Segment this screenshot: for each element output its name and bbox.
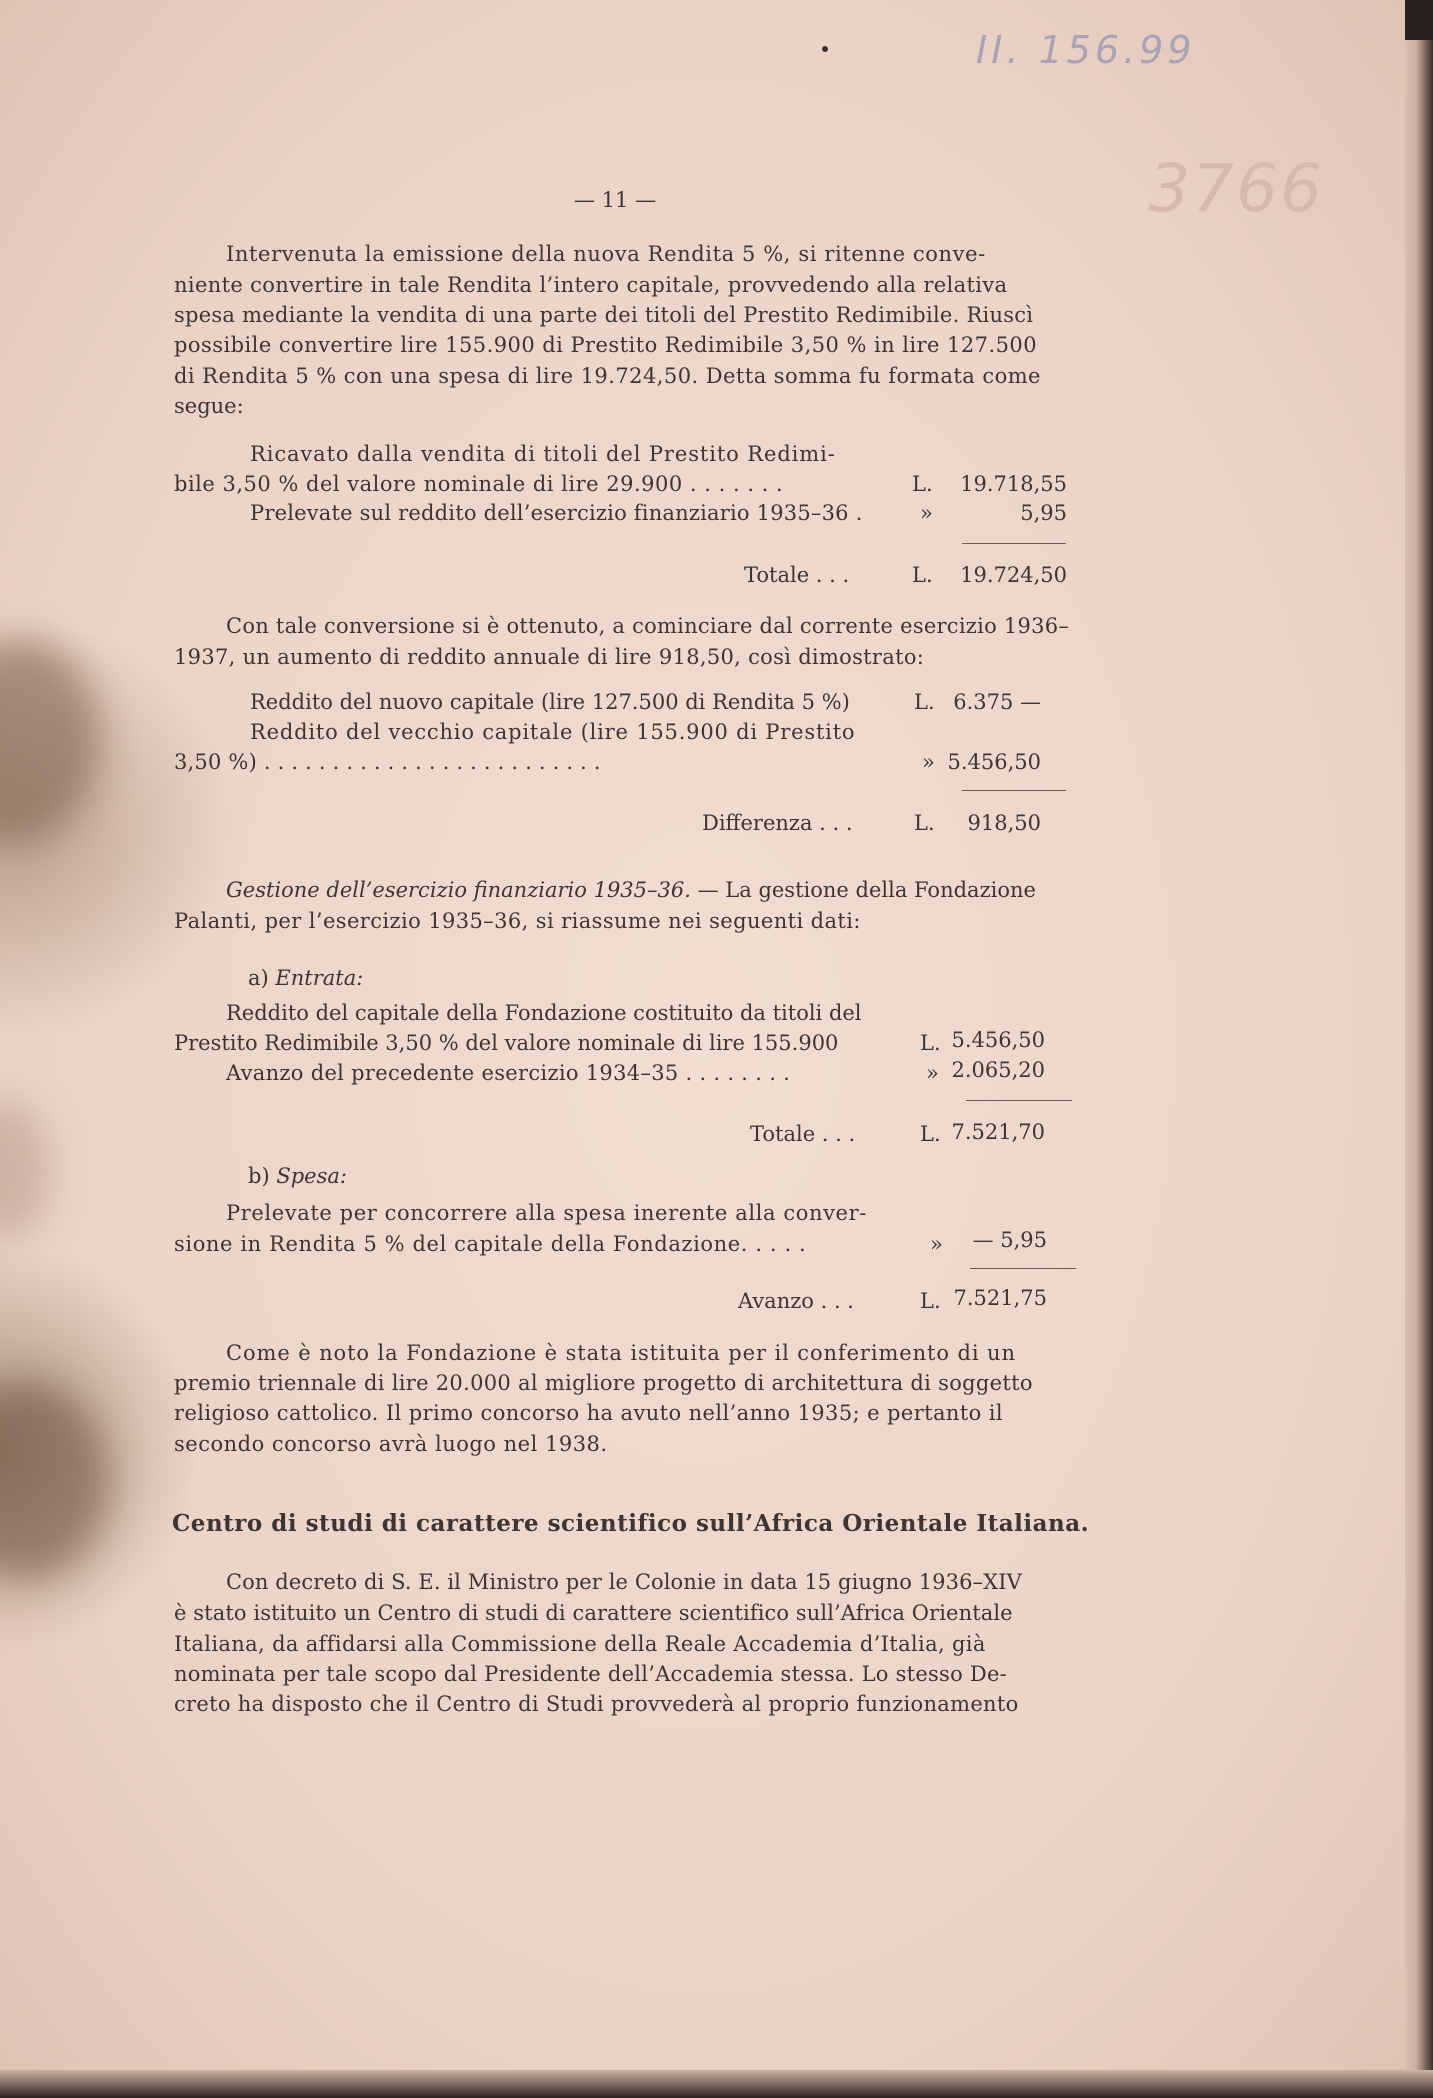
currency-label: L. xyxy=(914,811,935,835)
paragraph-line: possibile convertire lire 155.900 di Prestito Redimibile 3,50 % in lire 127.500 xyxy=(174,333,1038,357)
sum-rule xyxy=(962,543,1066,544)
subsection-title: Spesa: xyxy=(276,1164,347,1188)
paragraph-line: Con tale conversione si è ottenuto, a cominciare dal corrente esercizio 1936– xyxy=(226,614,1070,638)
amount-value: 6.375 — xyxy=(953,690,1041,714)
paragraph-line: secondo concorso avrà luogo nel 1938. xyxy=(174,1432,608,1456)
paragraph-line: nominata per tale scopo dal Presidente dell’Accademia stessa. Lo stesso De- xyxy=(174,1662,1008,1686)
paragraph-line: spesa mediante la vendita di una parte dei titoli del Prestito Redimibile. Riuscì xyxy=(174,303,1034,327)
paragraph-line: creto ha disposto che il Centro di Studi provvederà al proprio funzionamento xyxy=(174,1692,1019,1716)
total-value: 7.521,75 xyxy=(953,1286,1047,1310)
amount-value: 5.456,50 xyxy=(951,1028,1045,1052)
sum-rule xyxy=(962,790,1066,791)
currency-label: L. xyxy=(912,563,933,587)
subsection-heading xyxy=(248,968,363,989)
table-row-label: Reddito del capitale della Fondazione costituito da titoli del xyxy=(226,1001,862,1025)
amount-value: 2.065,20 xyxy=(951,1058,1045,1082)
paragraph-line: religioso cattolico. Il primo concorso ha avuto nell’anno 1935; e pertanto il xyxy=(174,1401,1004,1425)
paragraph-line xyxy=(226,880,1036,901)
table-row-label: Prestito Redimibile 3,50 % del valore nominale di lire 155.900 xyxy=(174,1031,839,1055)
paragraph-line: Palanti, per l’esercizio 1935–36, si riassume nei seguenti dati: xyxy=(174,909,861,933)
currency-label: » xyxy=(920,501,933,525)
total-value: 918,50 xyxy=(967,811,1041,835)
table-row-label: Prelevate per concorrere alla spesa inerente alla conver- xyxy=(226,1201,867,1225)
total-value: 19.724,50 xyxy=(960,563,1067,587)
paragraph-line: Intervenuta la emissione della nuova Rendita 5 %, si ritenne conve- xyxy=(226,242,986,266)
water-stain xyxy=(0,640,100,840)
section-text: — La gestione della Fondazione xyxy=(697,878,1036,902)
currency-label: L. xyxy=(920,1122,941,1146)
ink-dot xyxy=(822,46,828,52)
amount-value: 5,95 xyxy=(1020,501,1067,525)
subsection-prefix: b) xyxy=(248,1164,270,1188)
amount-value: 19.718,55 xyxy=(960,472,1067,496)
table-row-label: Prelevate sul reddito dell’esercizio finanziario 1935–36 . xyxy=(250,501,863,525)
water-stain xyxy=(0,1380,110,1580)
table-row-label: sione in Rendita 5 % del capitale della Fondazione. . . . . xyxy=(174,1232,807,1256)
currency-label: L. xyxy=(912,472,933,496)
page-number: — 11 — xyxy=(574,188,657,212)
water-stain xyxy=(0,1100,50,1240)
currency-label: » xyxy=(922,750,935,774)
section-heading: Centro di studi di carattere scientifico sull’Africa Orientale Italiana. xyxy=(172,1510,1090,1537)
amount-value: — 5,95 xyxy=(972,1228,1047,1252)
handwritten-shelfmark: II. 156.99 xyxy=(976,28,1196,72)
subsection-heading xyxy=(248,1166,347,1187)
total-label: Totale . . . xyxy=(750,1122,856,1146)
table-row-label: Reddito del nuovo capitale (lire 127.500 di Rendita 5 %) xyxy=(250,690,850,714)
sum-rule xyxy=(970,1268,1076,1269)
currency-label: » xyxy=(930,1232,943,1256)
table-row-label: 3,50 %) . . . . . . . . . . . . . . . . . . . . . . . . . xyxy=(174,750,601,774)
paragraph-line: Con decreto di S. E. il Ministro per le Colonie in data 15 giugno 1936–XIV xyxy=(226,1570,1022,1594)
subsection-prefix: a) xyxy=(248,966,269,990)
page-edge xyxy=(1405,40,1433,2070)
paragraph-line: segue: xyxy=(174,394,244,418)
total-value: 7.521,70 xyxy=(951,1120,1045,1144)
total-label: Totale . . . xyxy=(744,563,850,587)
paragraph-line: di Rendita 5 % con una spesa di lire 19.724,50. Detta somma fu formata come xyxy=(174,364,1041,388)
paragraph-line: niente convertire in tale Rendita l’intero capitale, provvedendo alla relativa xyxy=(174,273,1008,297)
total-label: Avanzo . . . xyxy=(738,1289,854,1313)
currency-label: L. xyxy=(920,1289,941,1313)
total-label: Differenza . . . xyxy=(702,811,853,835)
sum-rule xyxy=(966,1100,1072,1101)
paragraph-line: Come è noto la Fondazione è stata istituita per il conferimento di un xyxy=(226,1341,1016,1365)
table-row-label: bile 3,50 % del valore nominale di lire 29.900 . . . . . . . xyxy=(174,472,784,496)
currency-label: L. xyxy=(920,1031,941,1055)
paragraph-line: Italiana, da affidarsi alla Commissione della Reale Accademia d’Italia, già xyxy=(174,1632,986,1656)
paragraph-line: è stato istituito un Centro di studi di carattere scientifico sull’Africa Orientale xyxy=(174,1601,1013,1625)
subsection-title: Entrata: xyxy=(275,966,364,990)
page-edge xyxy=(0,2070,1433,2098)
section-title: Gestione dell’esercizio finanziario 1935–36. xyxy=(226,878,691,902)
handwritten-number: 3766 xyxy=(1148,150,1324,227)
currency-label: L. xyxy=(914,690,935,714)
table-row-label: Reddito del vecchio capitale (lire 155.900 di Prestito xyxy=(250,720,856,744)
table-row-label: Ricavato dalla vendita di titoli del Prestito Redimi- xyxy=(250,442,836,466)
table-row-label: Avanzo del precedente esercizio 1934–35 . . . . . . . . xyxy=(226,1061,791,1085)
paragraph-line: 1937, un aumento di reddito annuale di lire 918,50, così dimostrato: xyxy=(174,645,925,669)
amount-value: 5.456,50 xyxy=(947,750,1041,774)
currency-label: » xyxy=(926,1061,939,1085)
paragraph-line: premio triennale di lire 20.000 al migliore progetto di architettura di soggetto xyxy=(174,1371,1033,1395)
